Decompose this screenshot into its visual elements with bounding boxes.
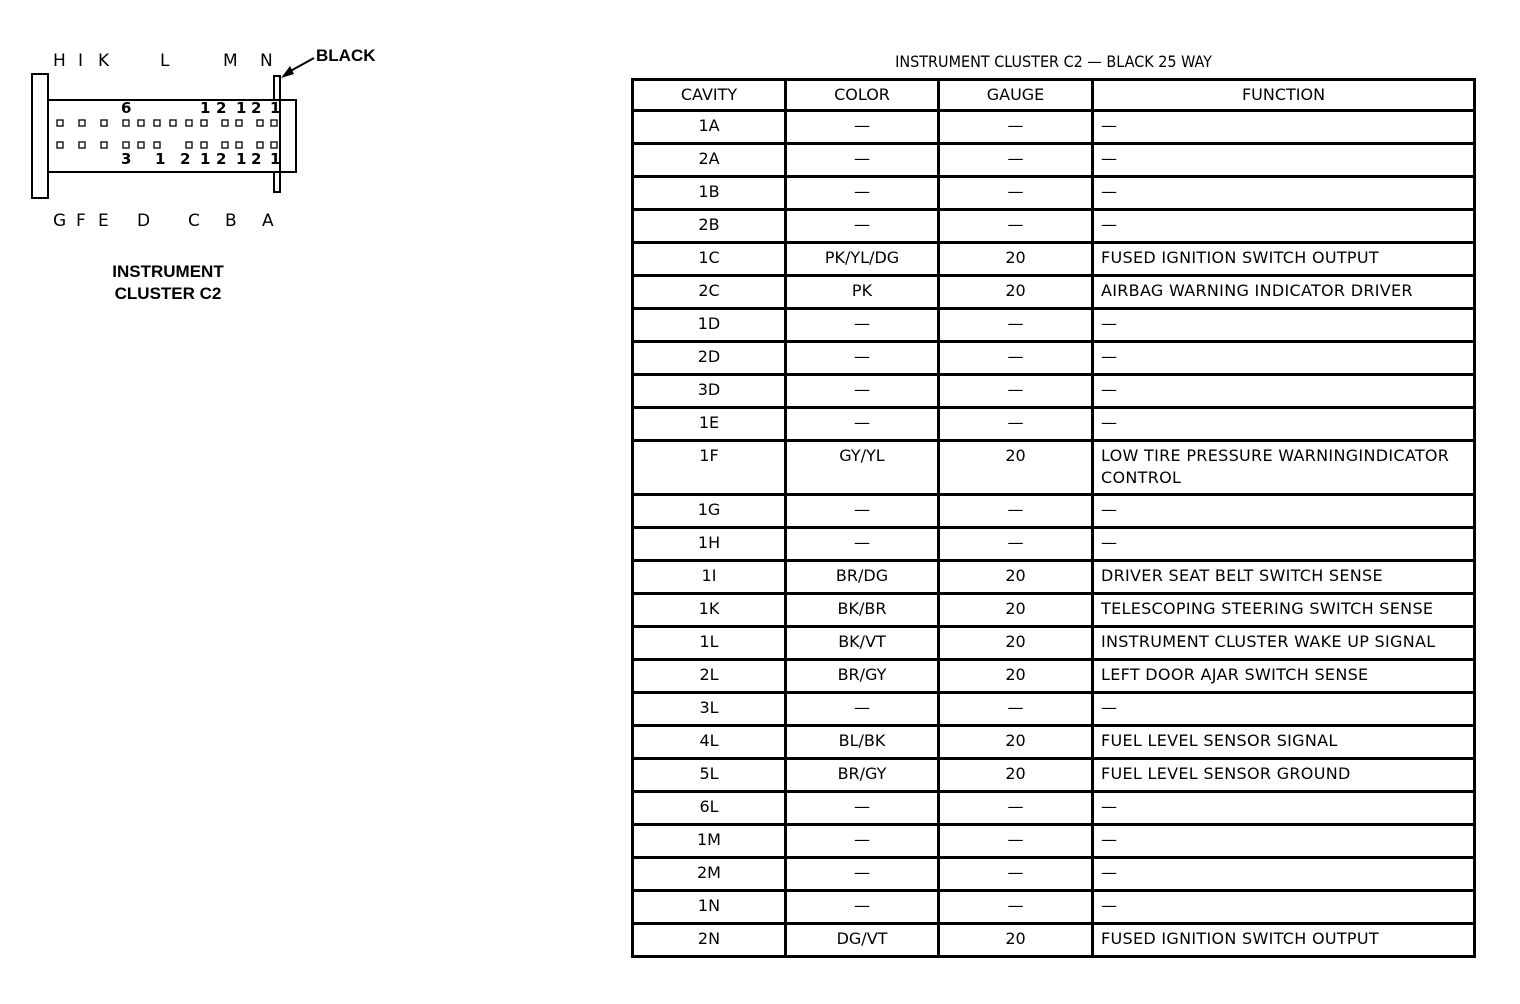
cell-function: — (1093, 342, 1475, 375)
table-row (633, 561, 1475, 594)
cell-gauge: 20 (939, 594, 1093, 627)
cell-color: BR/GY (786, 759, 939, 792)
cell-color: PK (786, 276, 939, 309)
connector-caption (80, 261, 256, 305)
pin-number-top: 1 (200, 99, 211, 117)
cell-color: — (786, 111, 939, 144)
cell-gauge: 20 (939, 243, 1093, 276)
cell-cavity: 1M (633, 825, 786, 858)
cell-cavity: 1D (633, 309, 786, 342)
cell-color: BR/DG (786, 561, 939, 594)
table-row (633, 408, 1475, 441)
cell-gauge: — (939, 528, 1093, 561)
connector-letter-k: K (98, 51, 110, 71)
cell-gauge: 20 (939, 759, 1093, 792)
cell-color: — (786, 210, 939, 243)
connector-letter-l: L (160, 51, 170, 71)
cell-cavity: 6L (633, 792, 786, 825)
cell-gauge: — (939, 495, 1093, 528)
cell-color: BK/BR (786, 594, 939, 627)
cell-color: — (786, 309, 939, 342)
cell-function: FUSED IGNITION SWITCH OUTPUT (1093, 924, 1475, 957)
cell-function: — (1093, 408, 1475, 441)
table-row (633, 276, 1475, 309)
connector-letter-f: F (76, 211, 86, 231)
cell-gauge: — (939, 693, 1093, 726)
table-title: INSTRUMENT CLUSTER C2 — BLACK 25 WAY (895, 52, 1212, 71)
cell-gauge: — (939, 309, 1093, 342)
cell-color: GY/YL (786, 441, 939, 495)
pin-number-bottom: 2 (216, 150, 227, 168)
table-row (633, 243, 1475, 276)
table-row (633, 144, 1475, 177)
table-row (633, 660, 1475, 693)
connector-letter-g: G (53, 211, 67, 231)
cell-function: — (1093, 891, 1475, 924)
table-row (633, 177, 1475, 210)
cell-function: — (1093, 693, 1475, 726)
cell-cavity: 1K (633, 594, 786, 627)
cell-gauge: 20 (939, 441, 1093, 495)
cell-cavity: 1N (633, 891, 786, 924)
cell-cavity: 2L (633, 660, 786, 693)
cell-cavity: 1I (633, 561, 786, 594)
table-body (633, 111, 1475, 957)
pin-number-bottom: 1 (236, 150, 247, 168)
cell-function: — (1093, 210, 1475, 243)
connector-letter-h: H (53, 51, 66, 71)
cell-cavity: 4L (633, 726, 786, 759)
cell-cavity: 1G (633, 495, 786, 528)
cell-function: — (1093, 528, 1475, 561)
cell-gauge: 20 (939, 924, 1093, 957)
cell-color: — (786, 858, 939, 891)
cell-function: FUSED IGNITION SWITCH OUTPUT (1093, 243, 1475, 276)
cell-cavity: 2C (633, 276, 786, 309)
table-row (633, 441, 1475, 495)
cell-function: INSTRUMENT CLUSTER WAKE UP SIGNAL (1093, 627, 1475, 660)
table-row (633, 792, 1475, 825)
connector-letter-e: E (98, 211, 109, 231)
cell-gauge: — (939, 825, 1093, 858)
pin-number-top: 6 (121, 99, 132, 117)
cell-function: — (1093, 111, 1475, 144)
cell-gauge: 20 (939, 627, 1093, 660)
cell-function: — (1093, 309, 1475, 342)
pin-number-bottom: 2 (251, 150, 262, 168)
cell-cavity: 2N (633, 924, 786, 957)
cell-cavity: 1H (633, 528, 786, 561)
cell-function: — (1093, 792, 1475, 825)
pinout-table (631, 78, 1476, 958)
header-cavity: CAVITY (633, 80, 786, 111)
cell-color: — (786, 177, 939, 210)
cell-function: — (1093, 495, 1475, 528)
cell-gauge: 20 (939, 726, 1093, 759)
cell-function: DRIVER SEAT BELT SWITCH SENSE (1093, 561, 1475, 594)
connector-letter-i: I (78, 51, 84, 71)
cell-gauge: — (939, 408, 1093, 441)
cell-gauge: — (939, 858, 1093, 891)
cell-function: — (1093, 144, 1475, 177)
cell-function: — (1093, 375, 1475, 408)
table-row (633, 495, 1475, 528)
connector-letter-a: A (262, 211, 274, 231)
cell-gauge: — (939, 177, 1093, 210)
cell-color: BK/VT (786, 627, 939, 660)
pin-number-top: 1 (270, 99, 281, 117)
table-row (633, 759, 1475, 792)
connector-letter-n: N (260, 51, 273, 71)
cell-function: TELESCOPING STEERING SWITCH SENSE (1093, 594, 1475, 627)
cell-function: LOW TIRE PRESSURE WARNINGINDICATOR CONTROL (1093, 441, 1475, 495)
cell-gauge: 20 (939, 276, 1093, 309)
pin-number-top: 1 (236, 99, 247, 117)
cell-function: LEFT DOOR AJAR SWITCH SENSE (1093, 660, 1475, 693)
pin-number-bottom: 3 (121, 150, 132, 168)
table-row (633, 858, 1475, 891)
table-row (633, 528, 1475, 561)
cell-color: BR/GY (786, 660, 939, 693)
cell-gauge: 20 (939, 660, 1093, 693)
cell-cavity: 2B (633, 210, 786, 243)
pin-number-bottom: 1 (270, 150, 281, 168)
cell-color: BL/BK (786, 726, 939, 759)
connector-letter-b: B (225, 211, 237, 231)
table-row (633, 210, 1475, 243)
connector-color-label: BLACK (316, 46, 376, 65)
table-row (633, 594, 1475, 627)
pin-number-bottom: 2 (180, 150, 191, 168)
cell-color: PK/YL/DG (786, 243, 939, 276)
table-row (633, 627, 1475, 660)
table-row (633, 111, 1475, 144)
caption-line-1: INSTRUMENT (112, 262, 224, 281)
caption-line-2: CLUSTER C2 (114, 284, 222, 303)
header-color: COLOR (786, 80, 939, 111)
table-row (633, 924, 1475, 957)
cell-color: — (786, 375, 939, 408)
cell-cavity: 1C (633, 243, 786, 276)
cell-color: — (786, 408, 939, 441)
cell-gauge: 20 (939, 561, 1093, 594)
connector-letter-c: C (188, 211, 200, 231)
cell-cavity: 2D (633, 342, 786, 375)
cell-color: — (786, 495, 939, 528)
cell-color: DG/VT (786, 924, 939, 957)
table-row (633, 342, 1475, 375)
cell-color: — (786, 528, 939, 561)
pin-number-bottom: 1 (200, 150, 211, 168)
header-gauge: GAUGE (939, 80, 1093, 111)
cell-cavity: 2M (633, 858, 786, 891)
cell-function: AIRBAG WARNING INDICATOR DRIVER (1093, 276, 1475, 309)
cell-cavity: 2A (633, 144, 786, 177)
cell-color: — (786, 825, 939, 858)
cell-color: — (786, 693, 939, 726)
cell-cavity: 1A (633, 111, 786, 144)
cell-gauge: — (939, 342, 1093, 375)
cell-cavity: 1L (633, 627, 786, 660)
cell-color: — (786, 342, 939, 375)
cell-cavity: 1E (633, 408, 786, 441)
cell-gauge: — (939, 144, 1093, 177)
table-header-row (633, 80, 1475, 111)
header-function: FUNCTION (1093, 80, 1475, 111)
cell-function: FUEL LEVEL SENSOR SIGNAL (1093, 726, 1475, 759)
table-row (633, 825, 1475, 858)
cell-gauge: — (939, 891, 1093, 924)
cell-gauge: — (939, 792, 1093, 825)
table-row (633, 693, 1475, 726)
cell-function: FUEL LEVEL SENSOR GROUND (1093, 759, 1475, 792)
cell-cavity: 3D (633, 375, 786, 408)
cell-gauge: — (939, 375, 1093, 408)
pin-number-top: 2 (216, 99, 227, 117)
cell-cavity: 5L (633, 759, 786, 792)
cell-color: — (786, 792, 939, 825)
cell-cavity: 1F (633, 441, 786, 495)
cell-gauge: — (939, 210, 1093, 243)
connector-letter-m: M (223, 51, 238, 71)
table-row (633, 375, 1475, 408)
pin-number-top: 2 (251, 99, 262, 117)
cell-gauge: — (939, 111, 1093, 144)
table-row (633, 891, 1475, 924)
cell-function: — (1093, 858, 1475, 891)
cell-function: — (1093, 825, 1475, 858)
cell-cavity: 1B (633, 177, 786, 210)
table-row (633, 726, 1475, 759)
table-row (633, 309, 1475, 342)
cell-function: — (1093, 177, 1475, 210)
connector-letter-d: D (137, 211, 151, 231)
cell-cavity: 3L (633, 693, 786, 726)
pin-number-bottom: 1 (155, 150, 166, 168)
cell-color: — (786, 144, 939, 177)
cell-color: — (786, 891, 939, 924)
connector-diagram (0, 0, 420, 320)
